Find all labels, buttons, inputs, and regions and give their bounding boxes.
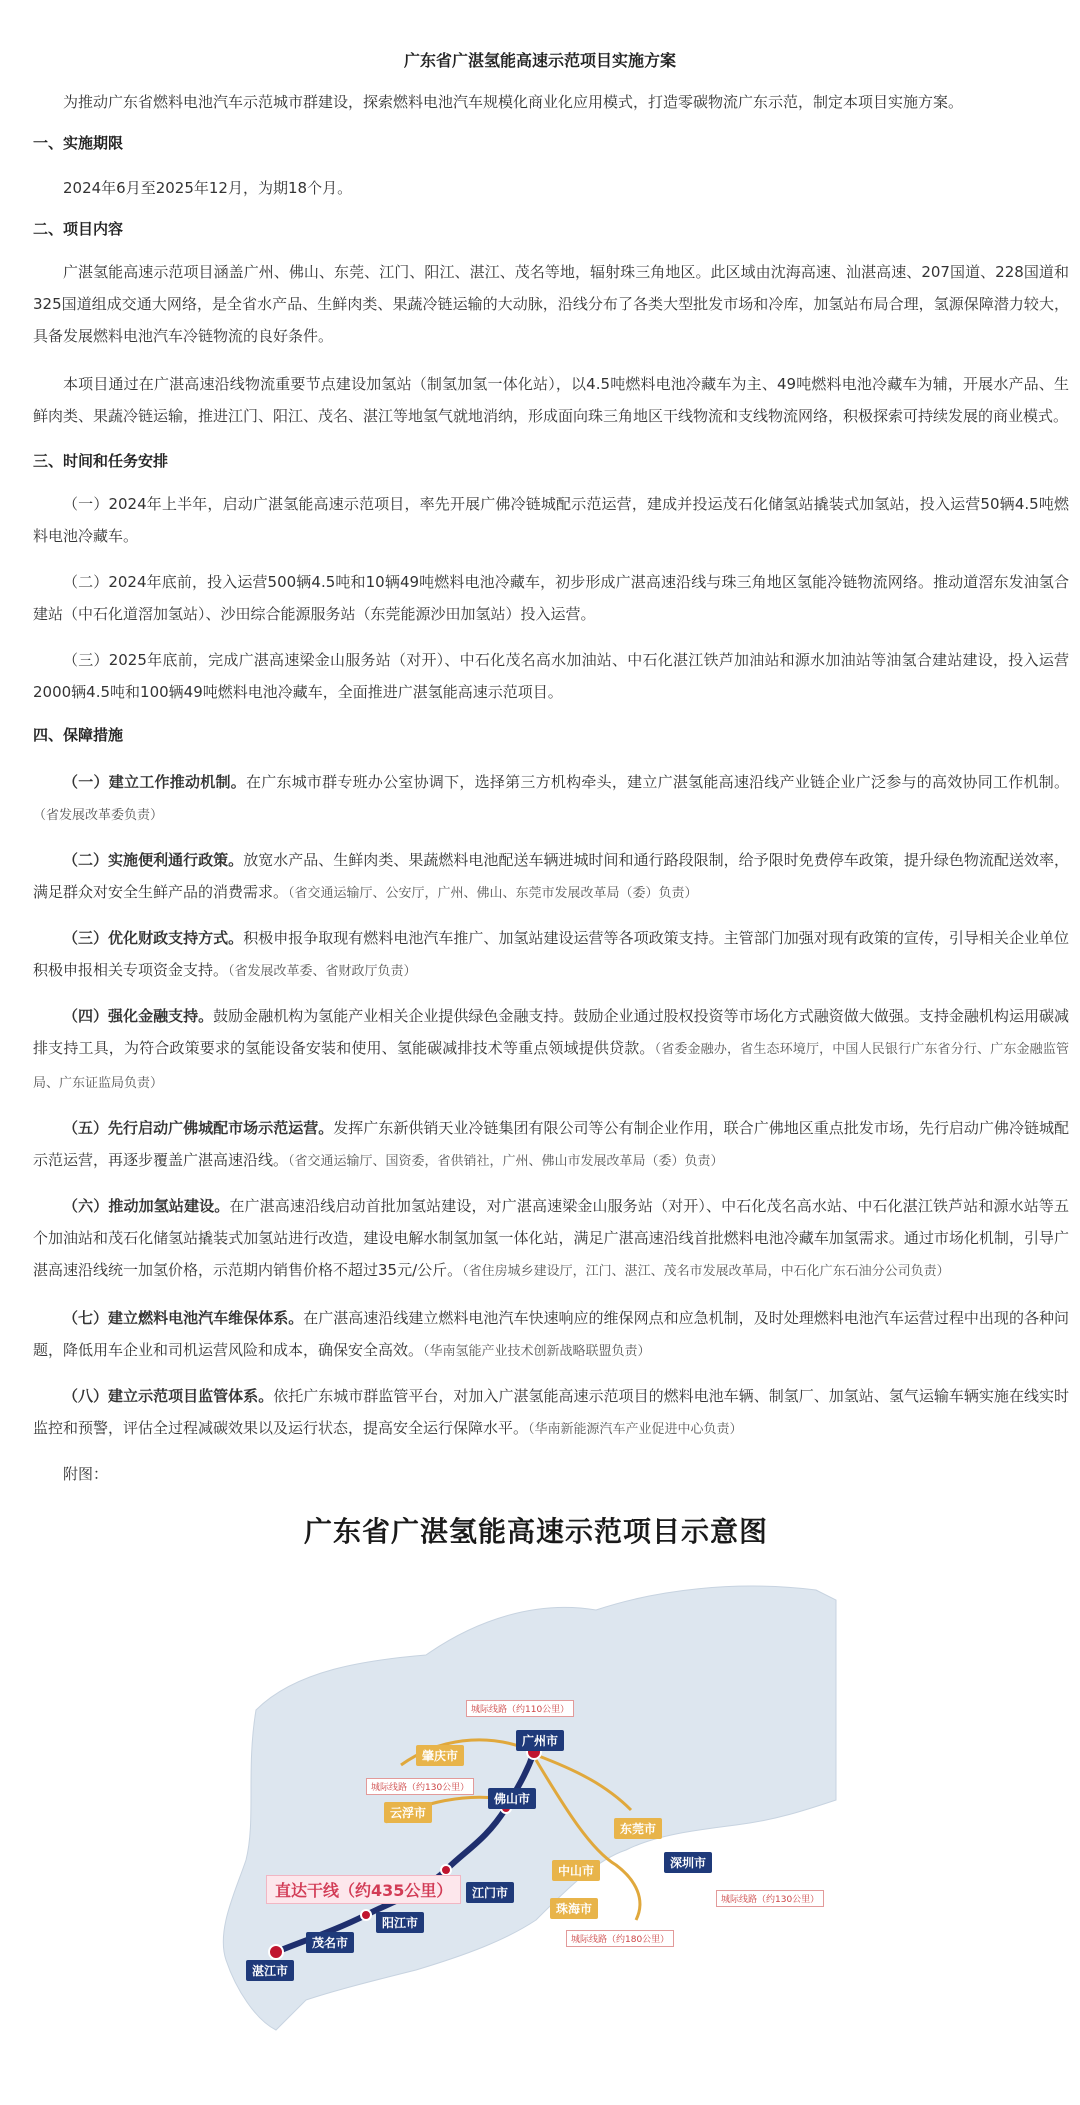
attachment-label: 附图： xyxy=(63,1465,109,1483)
measure-7-title: （七）建立燃料电池汽车维保体系。 xyxy=(63,1309,304,1327)
intro-paragraph: 为推动广东省燃料电池汽车示范城市群建设，探索燃料电池汽车规模化商业化应用模式，打造零碳物流广东示范，制定本项目实施方案。 xyxy=(63,93,964,111)
route-label-3: 城际线路（约130公里） xyxy=(716,1890,824,1907)
route-label-4: 城际线路（约180公里） xyxy=(566,1930,674,1947)
schedule-paragraph-2: （二）2024年底前，投入运营500辆4.5吨和10辆49吨燃料电池冷藏车，初步形成广湛高速沿线与珠三角地区氢能冷链物流网络。推动道滘东发油氢合建站（中石化道滘加氢站）、沙田综合能源服务站（东莞能源沙田加氢站）投入运营。 xyxy=(33,573,1069,623)
city-zhaoqing: 肇庆市 xyxy=(416,1745,464,1766)
map-title: 广东省广湛氢能高速示范项目示意图 xyxy=(303,1515,768,1548)
measure-4-responsible: （省委金融办，省生态环境厅，中国人民银行广东省分行、广东金融监管局、广东证监局负责） xyxy=(33,1042,1069,1091)
city-zhongshan: 中山市 xyxy=(552,1860,600,1881)
measure-7-text: 在广湛高速沿线建立燃料电池汽车快速响应的维保网点和应急机制，及时处理燃料电池汽车运营过程中出现的各种问题，降低用车企业和司机运营风险和成本，确保安全高效。 xyxy=(33,1309,1069,1359)
measure-5 xyxy=(33,1112,1069,1178)
page-title: 广东省广湛氢能高速示范项目实施方案 xyxy=(403,51,676,70)
measure-2-title: （二）实施便利通行政策。 xyxy=(63,851,244,869)
city-shenzhen: 深圳市 xyxy=(664,1852,712,1873)
main-line-label: 直达干线（约435公里） xyxy=(266,1875,461,1904)
section-heading-4: 四、保障措施 xyxy=(33,726,124,744)
measure-5-title: （五）先行启动广佛城配市场示范运营。 xyxy=(63,1119,334,1137)
project-map xyxy=(216,1500,856,2060)
city-jiangmen: 江门市 xyxy=(466,1882,514,1903)
city-yangjiang: 阳江市 xyxy=(376,1912,424,1933)
map-svg xyxy=(216,1560,856,2060)
measure-3-text: 积极申报争取现有燃料电池汽车推广、加氢站建设运营等各项政策支持。主管部门加强对现有政策的宣传，引导相关企业单位积极申报相关专项资金支持。 xyxy=(33,929,1069,979)
content-paragraph-2: 本项目通过在广湛高速沿线物流重要节点建设加氢站（制氢加氢一体化站），以4.5吨燃料电池冷藏车为主、49吨燃料电池冷藏车为辅，开展水产品、生鲜肉类、果蔬冷链运输，推进江门、阳江、茂名、湛江等地氢气就地消纳，形成面向珠三角地区干线物流和支线物流网络，积极探索可持续发展的商业模式。 xyxy=(33,375,1069,425)
city-foshan: 佛山市 xyxy=(488,1788,536,1809)
measure-4 xyxy=(33,1000,1069,1100)
measure-6-responsible: （省住房城乡建设厅，江门、湛江、茂名市发展改革局，中石化广东石油分公司负责） xyxy=(462,1264,950,1279)
city-dongguan: 东莞市 xyxy=(614,1818,662,1839)
schedule-paragraph-1: （一）2024年上半年，启动广湛氢能高速示范项目，率先开展广佛冷链城配示范运营，建成并投运茂石化储氢站撬装式加氢站，投入运营50辆4.5吨燃料电池冷藏车。 xyxy=(33,495,1069,545)
measure-8 xyxy=(33,1380,1069,1446)
marker-yangjiang xyxy=(361,1910,371,1920)
measure-8-text: 依托广东城市群监管平台，对加入广湛氢能高速示范项目的燃料电池车辆、制氢厂、加氢站、氢气运输车辆实施在线实时监控和预警，评估全过程减碳效果以及运行状态，提高安全运行保障水平。 xyxy=(33,1387,1069,1437)
section-heading-1: 一、实施期限 xyxy=(33,134,124,152)
measure-4-title: （四）强化金融支持。 xyxy=(63,1007,214,1025)
route-label-1: 城际线路（约110公里） xyxy=(466,1700,574,1717)
measure-5-responsible: （省交通运输厅、国资委，省供销社，广州、佛山市发展改革局（委）负责） xyxy=(288,1154,724,1169)
content-paragraph-1: 广湛氢能高速示范项目涵盖广州、佛山、东莞、江门、阳江、湛江、茂名等地，辐射珠三角地区。此区域由沈海高速、汕湛高速、207国道、228国道和325国道组成交通大网络，是全省水产品、生鲜肉类、果蔬冷链运输的大动脉，沿线分布了各类大型批发市场和冷库，加氢站布局合理，氢源保障潜力较大，具备发展燃料电池汽车冷链物流的良好条件。 xyxy=(33,263,1069,345)
measure-2-text: 放宽水产品、生鲜肉类、果蔬燃料电池配送车辆进城时间和通行路段限制，给予限时免费停车政策，提升绿色物流配送效率，满足群众对安全生鲜产品的消费需求。 xyxy=(33,851,1069,901)
measure-6-title: （六）推动加氢站建设。 xyxy=(63,1197,230,1215)
measure-5-text: 发挥广东新供销天业冷链集团有限公司等公有制企业作用，联合广佛地区重点批发市场，先行启动广佛冷链城配示范运营，再逐步覆盖广湛高速沿线。 xyxy=(33,1119,1069,1169)
marker-jiangmen xyxy=(441,1865,451,1875)
section-heading-2: 二、项目内容 xyxy=(33,220,124,238)
measure-7-responsible: （华南氢能产业技术创新战略联盟负责） xyxy=(423,1344,651,1359)
measure-1-responsible: （省发展改革委负责） xyxy=(33,808,164,823)
period-text: 2024年6月至2025年12月，为期18个月。 xyxy=(63,179,353,197)
measure-3 xyxy=(33,922,1069,988)
schedule-paragraph-3: （三）2025年底前，完成广湛高速梁金山服务站（对开）、中石化茂名高水加油站、中石化湛江铁芦加油站和源水加油站等油氢合建站建设，投入运营2000辆4.5吨和100辆49吨燃料电池冷藏车，全面推进广湛氢能高速示范项目。 xyxy=(33,651,1069,701)
measure-2-responsible: （省交通运输厅、公安厅，广州、佛山、东莞市发展改革局（委）负责） xyxy=(288,886,698,901)
measure-7 xyxy=(33,1302,1069,1368)
measure-2 xyxy=(33,844,1069,910)
route-label-2: 城际线路（约130公里） xyxy=(366,1778,474,1795)
city-yunfu: 云浮市 xyxy=(384,1802,432,1823)
marker-zhanjiang xyxy=(269,1945,283,1959)
measure-1 xyxy=(33,766,1069,832)
measure-4-text: 鼓励金融机构为氢能产业相关企业提供绿色金融支持。鼓励企业通过股权投资等市场化方式融资做大做强。支持金融机构运用碳减排支持工具，为符合政策要求的氢能设备安装和使用、氢能碳减排技术等重点领域提供贷款。 xyxy=(33,1007,1069,1057)
measure-3-title: （三）优化财政支持方式。 xyxy=(63,929,244,947)
city-zhuhai: 珠海市 xyxy=(550,1898,598,1919)
measure-8-responsible: （华南新能源汽车产业促进中心负责） xyxy=(528,1422,743,1437)
measure-1-title: （一）建立工作推动机制。 xyxy=(63,773,246,791)
city-zhanjiang: 湛江市 xyxy=(246,1960,294,1981)
measure-1-text: 在广东城市群专班办公室协调下，选择第三方机构牵头，建立广湛氢能高速沿线产业链企业广泛参与的高效协同工作机制。 xyxy=(245,773,1069,791)
measure-6-text: 在广湛高速沿线启动首批加氢站建设，对广湛高速梁金山服务站（对开）、中石化茂名高水站、中石化湛江铁芦站和源水站等五个加油站和茂石化储氢站撬装式加氢站进行改造，建设电解水制氢加氢一体化站，满足广湛高速沿线首批燃料电池冷藏车加氢需求。通过市场化机制，引导广湛高速沿线统一加氢价格，示范期内销售价格不超过35元/公斤。 xyxy=(33,1197,1069,1279)
section-heading-3: 三、时间和任务安排 xyxy=(33,452,169,470)
city-maoming: 茂名市 xyxy=(306,1932,354,1953)
measure-6 xyxy=(33,1190,1069,1288)
measure-3-responsible: （省发展改革委、省财政厅负责） xyxy=(228,964,417,979)
measure-8-title: （八）建立示范项目监管体系。 xyxy=(63,1387,274,1405)
city-guangzhou: 广州市 xyxy=(516,1730,564,1751)
